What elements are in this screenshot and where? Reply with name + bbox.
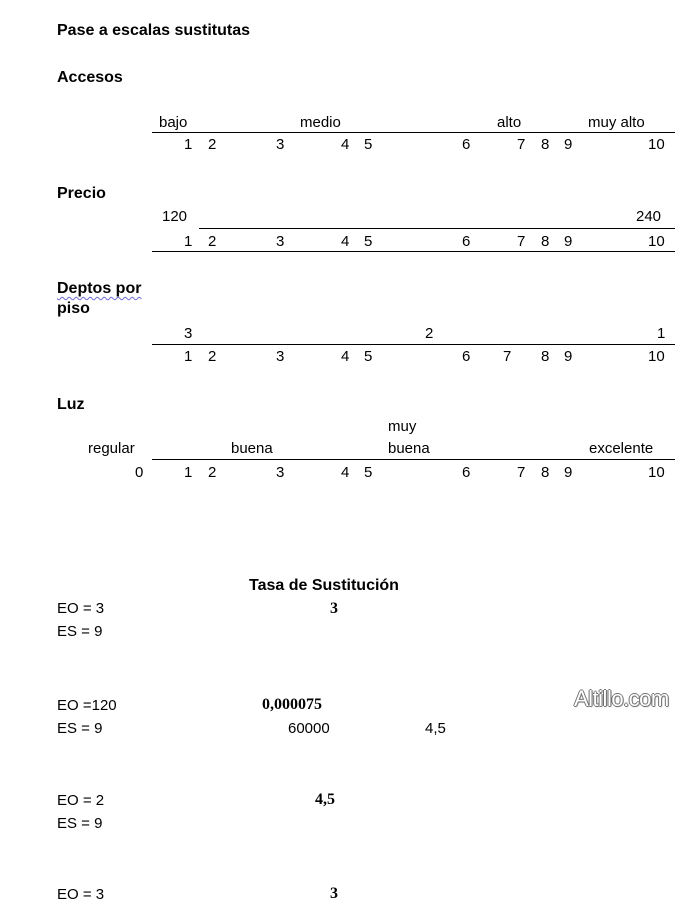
- accesos-heading: Accesos: [57, 69, 123, 86]
- accesos-num-3: 3: [276, 136, 285, 153]
- luz-num-1: 1: [184, 464, 193, 481]
- tasa-b2-value2: 60000: [288, 720, 330, 737]
- tasa-b3-es: ES = 9: [57, 815, 103, 832]
- deptos-num-10: 10: [648, 348, 665, 365]
- accesos-scale-line: [152, 132, 675, 133]
- luz-label-regular: regular: [88, 440, 135, 457]
- luz-num-0: 0: [135, 464, 144, 481]
- precio-label-min: 120: [162, 208, 188, 225]
- deptos-num-7: 7: [503, 348, 512, 365]
- deptos-scale-line: [152, 344, 675, 345]
- precio-scale-line: [152, 251, 675, 252]
- accesos-label-muy-alto: muy alto: [588, 114, 645, 131]
- precio-num-5: 5: [364, 233, 373, 250]
- luz-num-8: 8: [541, 464, 550, 481]
- precio-heading: Precio: [57, 185, 106, 202]
- deptos-num-3: 3: [276, 348, 285, 365]
- accesos-label-alto: alto: [497, 114, 522, 131]
- deptos-num-1: 1: [184, 348, 193, 365]
- tasa-b1-eo: EO = 3: [57, 600, 105, 617]
- accesos-num-10: 10: [648, 136, 665, 153]
- tasa-b2-value3: 4,5: [425, 720, 446, 737]
- deptos-num-8: 8: [541, 348, 550, 365]
- accesos-num-9: 9: [564, 136, 573, 153]
- tasa-title: Tasa de Sustitución: [249, 577, 399, 594]
- luz-scale-line: [152, 459, 675, 460]
- tasa-b2-es: ES = 9: [57, 720, 103, 737]
- deptos-label-2: 2: [425, 325, 434, 342]
- accesos-num-2: 2: [208, 136, 217, 153]
- tasa-b4-eo: EO = 3: [57, 886, 105, 903]
- precio-num-1: 1: [184, 233, 193, 250]
- tasa-b1-es: ES = 9: [57, 623, 103, 640]
- tasa-b2-value: 0,000075: [262, 696, 322, 713]
- precio-num-9: 9: [564, 233, 573, 250]
- accesos-num-6: 6: [462, 136, 471, 153]
- watermark-logo: Altillo.com: [574, 686, 669, 711]
- precio-num-7: 7: [517, 233, 526, 250]
- precio-num-4: 4: [341, 233, 350, 250]
- luz-num-6: 6: [462, 464, 471, 481]
- tasa-b4-value: 3: [330, 885, 338, 902]
- accesos-num-7: 7: [517, 136, 526, 153]
- accesos-num-5: 5: [364, 136, 373, 153]
- tasa-b1-value: 3: [330, 600, 338, 617]
- tasa-b3-value: 4,5: [315, 791, 335, 808]
- luz-label-buena: buena: [231, 440, 273, 457]
- tasa-b3-eo: EO = 2: [57, 792, 105, 809]
- luz-label-muy-line1: muy: [388, 418, 417, 435]
- deptos-num-5: 5: [364, 348, 373, 365]
- precio-label-max: 240: [636, 208, 662, 225]
- precio-num-3: 3: [276, 233, 285, 250]
- luz-num-9: 9: [564, 464, 573, 481]
- deptos-label-3: 3: [184, 325, 193, 342]
- luz-num-7: 7: [517, 464, 526, 481]
- precio-num-2: 2: [208, 233, 217, 250]
- accesos-num-8: 8: [541, 136, 550, 153]
- precio-num-8: 8: [541, 233, 550, 250]
- deptos-heading-line2: piso: [57, 300, 90, 317]
- precio-num-10: 10: [648, 233, 665, 250]
- accesos-num-4: 4: [341, 136, 350, 153]
- precio-top-line: [199, 228, 675, 229]
- accesos-label-medio: medio: [300, 114, 341, 131]
- luz-label-excelente: excelente: [589, 440, 654, 457]
- accesos-label-bajo: bajo: [159, 114, 188, 131]
- deptos-num-4: 4: [341, 348, 350, 365]
- luz-num-4: 4: [341, 464, 350, 481]
- luz-num-5: 5: [364, 464, 373, 481]
- luz-heading: Luz: [57, 396, 85, 413]
- precio-num-6: 6: [462, 233, 471, 250]
- deptos-heading-line1: Deptos por: [57, 280, 142, 297]
- tasa-b2-eo: EO =120: [57, 697, 117, 714]
- luz-label-muy-line2: buena: [388, 440, 430, 457]
- deptos-label-1: 1: [657, 325, 666, 342]
- luz-num-2: 2: [208, 464, 217, 481]
- deptos-num-2: 2: [208, 348, 217, 365]
- deptos-num-6: 6: [462, 348, 471, 365]
- deptos-num-9: 9: [564, 348, 573, 365]
- luz-num-3: 3: [276, 464, 285, 481]
- accesos-num-1: 1: [184, 136, 193, 153]
- luz-num-10: 10: [648, 464, 665, 481]
- page-title: Pase a escalas sustitutas: [57, 22, 251, 39]
